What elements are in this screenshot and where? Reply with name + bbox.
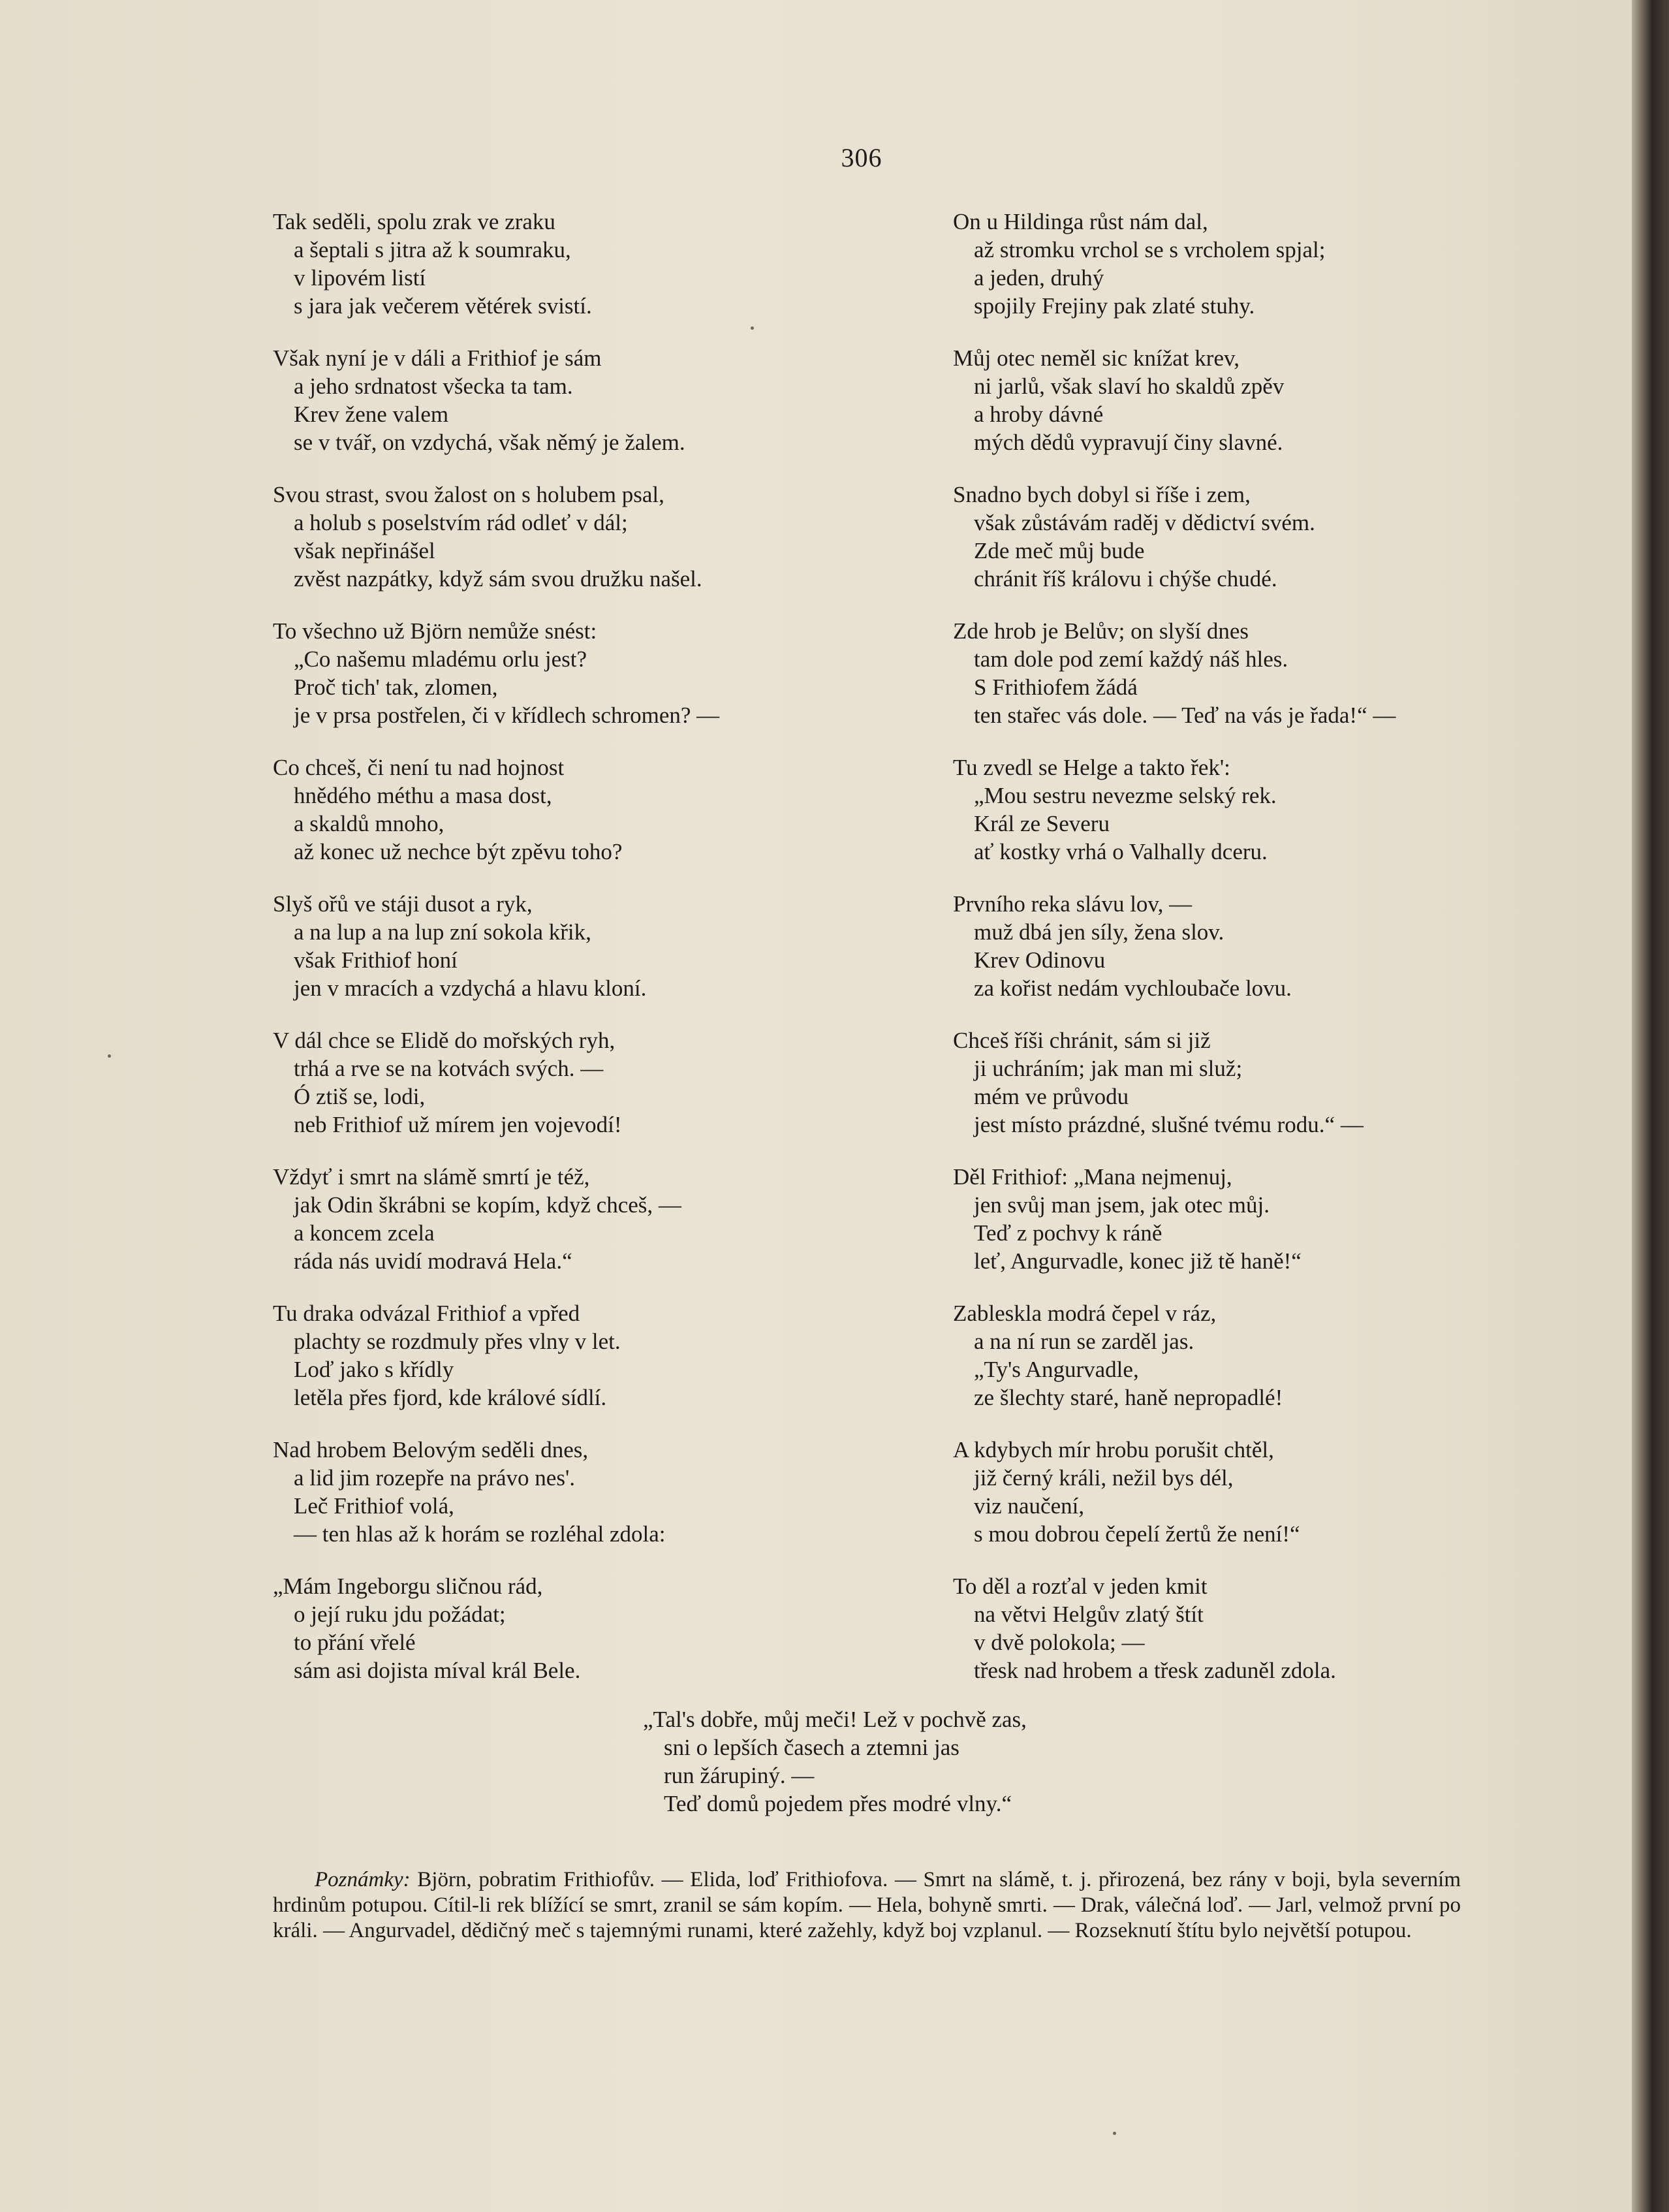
stanza-line: Teď domů pojedem přes modré vlny.“ <box>664 1791 1012 1816</box>
stanza-line: „Co našemu mladému orlu jest? <box>294 646 587 672</box>
poem-column-left <box>273 208 958 1709</box>
stanza-line: Tu zvedl se Helge a takto řek': <box>953 755 1230 780</box>
stanza-line: Tak seděli, spolu zrak ve zraku <box>273 209 555 234</box>
stanza-line: Krev Odinovu <box>974 947 1106 973</box>
stanza-line: letěla přes fjord, kde králové sídlí. <box>294 1385 607 1410</box>
stanza-line: tam dole pod zemí každý náš hles. <box>974 646 1288 672</box>
stanza-line: ten stařec vás dole. — Teď na vás je řada!“ — <box>974 703 1396 728</box>
stanza-line: viz naučení, <box>974 1493 1085 1519</box>
stanza-line: v lipovém listí <box>294 265 426 291</box>
poem-column-right <box>953 208 1638 1709</box>
stanza-line: a šeptali s jitra až k soumraku, <box>294 237 571 262</box>
stanza-line: spojily Frejiny pak zlaté stuhy. <box>974 293 1255 319</box>
stanza <box>273 208 958 344</box>
stanza-line: plachty se rozdmuly přes vlny v let. <box>294 1329 621 1354</box>
stanza-line: však Frithiof honí <box>294 947 458 973</box>
stanza-line: a na ní run se zarděl jas. <box>974 1329 1194 1354</box>
stanza-line: „Mou sestru nevezme selský rek. <box>974 783 1277 808</box>
paper-speck <box>1113 2132 1116 2135</box>
stanza-line: To všechno už Björn nemůže snést: <box>273 618 597 644</box>
stanza-line: Loď jako s křídly <box>294 1357 454 1382</box>
stanza <box>273 617 958 753</box>
stanza-line: a lid jim rozepře na právo nes'. <box>294 1465 576 1491</box>
stanza-line: v dvě polokola; — <box>974 1630 1145 1655</box>
stanza-line: S Frithiofem žádá <box>974 674 1138 700</box>
stanza-line: již černý králi, nežil bys dél, <box>974 1465 1234 1491</box>
stanza-line: a jeho srdnatost všecka ta tam. <box>294 373 573 399</box>
stanza-line: je v prsa postřelen, či v křídlech schromen? — <box>294 703 720 728</box>
stanza-line: trhá a rve se na kotvách svých. — <box>294 1056 604 1081</box>
stanza-line: a holub s poselstvím rád odleť v dál; <box>294 510 628 535</box>
stanza-line: se v tvář, on vzdychá, však němý je žalem. <box>294 430 685 455</box>
stanza <box>273 753 958 890</box>
stanza-line: Zde hrob je Belův; on slyší dnes <box>953 618 1249 644</box>
stanza-line: ráda nás uvidí modravá Hela.“ <box>294 1248 572 1274</box>
stanza-line: Leč Frithiof volá, <box>294 1493 454 1519</box>
stanza-line: mých dědů vypravují činy slavné. <box>974 430 1283 455</box>
stanza-line: na větvi Helgův zlatý štít <box>974 1602 1204 1627</box>
stanza-line: — ten hlas až k horám se rozléhal zdola: <box>294 1521 666 1547</box>
stanza-line: muž dbá jen síly, žena slov. <box>974 919 1224 945</box>
stanza-line: však nepřinášel <box>294 538 435 563</box>
stanza-line: leť, Angurvadle, konec již tě haně!“ <box>974 1248 1302 1274</box>
stanza-line: V dál chce se Elidě do mořských ryh, <box>273 1028 616 1053</box>
stanza <box>953 617 1638 753</box>
stanza <box>953 1163 1638 1299</box>
stanza-line: Tu draka odvázal Frithiof a vpřed <box>273 1301 580 1326</box>
footnotes <box>273 1867 1461 1944</box>
stanza-line: s mou dobrou čepelí žertů že není!“ <box>974 1521 1300 1547</box>
stanza-line: Zableskla modrá čepel v ráz, <box>953 1301 1217 1326</box>
stanza-line: Svou strast, svou žalost on s holubem psal, <box>273 482 664 507</box>
stanza-line: a koncem zcela <box>294 1220 435 1246</box>
stanza-line: On u Hildinga růst nám dal, <box>953 209 1208 234</box>
stanza <box>273 481 958 617</box>
stanza <box>953 1436 1638 1572</box>
stanza-line: však zůstávám raděj v dědictví svém. <box>974 510 1315 535</box>
stanza-line: Vždyť i smrt na slámě smrtí je též, <box>273 1164 590 1190</box>
stanza-line: Zde meč můj bude <box>974 538 1145 563</box>
stanza <box>273 1572 958 1709</box>
stanza-line: a jeden, druhý <box>974 265 1104 291</box>
stanza-line: Ó ztiš se, lodi, <box>294 1084 426 1109</box>
stanza-line: Snadno bych dobyl si říše i zem, <box>953 482 1251 507</box>
stanza-line: Slyš ořů ve stáji dusot a ryk, <box>273 891 533 917</box>
stanza <box>953 344 1638 481</box>
stanza-line: To děl a rozťal v jeden kmit <box>953 1573 1208 1599</box>
stanza-line: to přání vřelé <box>294 1630 416 1655</box>
stanza <box>953 1299 1638 1436</box>
stanza <box>273 1163 958 1299</box>
stanza-line: ji uchráním; jak man mi služ; <box>974 1056 1243 1081</box>
footnotes-label: Poznámky: <box>315 1868 411 1891</box>
stanza-line: jen svůj man jsem, jak otec můj. <box>974 1192 1270 1218</box>
stanza <box>273 1026 958 1163</box>
final-stanza <box>643 1705 1361 1818</box>
stanza-line: Král ze Severu <box>974 811 1110 836</box>
stanza-line: třesk nad hrobem a třesk zaduněl zdola. <box>974 1658 1336 1683</box>
paper-speck <box>751 326 754 330</box>
stanza-line: Krev žene valem <box>294 402 449 427</box>
stanza-line: Prvního reka slávu lov, — <box>953 891 1193 917</box>
book-spine-edge <box>1632 0 1669 2212</box>
stanza-line: „Tal's dobře, můj meči! Lež v pochvě zas, <box>643 1707 1027 1732</box>
stanza-line: až stromku vrchol se s vrcholem spjal; <box>974 237 1326 262</box>
stanza <box>273 344 958 481</box>
stanza-line: Proč tich' tak, zlomen, <box>294 674 498 700</box>
paper-speck <box>108 1054 111 1058</box>
stanza <box>953 1026 1638 1163</box>
stanza-line: ať kostky vrhá o Valhally dceru. <box>974 839 1268 864</box>
stanza-line: Co chceš, či není tu nad hojnost <box>273 755 565 780</box>
stanza-line: sni o lepších časech a ztemni jas <box>664 1735 959 1760</box>
stanza-line: ni jarlů, však slaví ho skaldů zpěv <box>974 373 1285 399</box>
stanza-line: jen v mracích a vzdychá a hlavu kloní. <box>294 975 647 1001</box>
stanza-line: neb Frithiof už mírem jen vojevodí! <box>294 1112 622 1137</box>
stanza-line: a hroby dávné <box>974 402 1104 427</box>
stanza-line: Nad hrobem Belovým seděli dnes, <box>273 1437 589 1462</box>
stanza-line: hnědého méthu a masa dost, <box>294 783 552 808</box>
page-number: 306 <box>841 143 882 172</box>
stanza-line: za kořist nedám vychloubače lovu. <box>974 975 1292 1001</box>
stanza-line: Můj otec neměl sic knížat krev, <box>953 345 1240 371</box>
stanza <box>273 1436 958 1572</box>
stanza-line: zvěst nazpátky, když sám svou družku našel. <box>294 566 702 592</box>
stanza-line: ze šlechty staré, haně nepropadlé! <box>974 1385 1283 1410</box>
stanza-line: Teď z pochvy k ráně <box>974 1220 1162 1246</box>
stanza-line: Chceš říši chránit, sám si již <box>953 1028 1211 1053</box>
stanza-line: a skaldů mnoho, <box>294 811 445 836</box>
stanza-line: „Ty's Angurvadle, <box>974 1357 1139 1382</box>
stanza-line: mém ve průvodu <box>974 1084 1129 1109</box>
stanza-line: Děl Frithiof: „Mana nejmenuj, <box>953 1164 1232 1190</box>
stanza-line: A kdybych mír hrobu porušit chtěl, <box>953 1437 1274 1462</box>
stanza <box>953 1572 1638 1709</box>
stanza <box>953 753 1638 890</box>
stanza-line: o její ruku jdu požádat; <box>294 1602 506 1627</box>
stanza <box>953 208 1638 344</box>
stanza <box>953 481 1638 617</box>
stanza-line: sám asi dojista míval král Bele. <box>294 1658 581 1683</box>
stanza-line: jak Odin škrábni se kopím, když chceš, — <box>294 1192 681 1218</box>
stanza-line: až konec už nechce být zpěvu toho? <box>294 839 623 864</box>
stanza <box>273 890 958 1026</box>
stanza <box>953 890 1638 1026</box>
stanza-line: run žárupiný. — <box>664 1763 815 1788</box>
stanza-line: Však nyní je v dáli a Frithiof je sám <box>273 345 602 371</box>
stanza <box>273 1299 958 1436</box>
stanza-line: chránit říš královu i chýše chudé. <box>974 566 1277 592</box>
footnotes-text: Björn, pobratim Frithiofův. — Elida, loď Frithiofova. — Smrt na slámě, t. j. přirozená, bez rány v boji, byla severním hrdinům potupou. Cítil-li rek blížící se smrt, zranil se sám kopím. — Hela, bohyně smrti. — Drak, válečná loď. — Jarl, velmož první po králi. — Angurvadel, dědičný meč s tajemnými runami, které zažehly, když boj vzplanul. — Rozseknutí štítu bylo největší potupou. <box>273 1868 1461 1942</box>
stanza-line: s jara jak večerem větérek svistí. <box>294 293 592 319</box>
stanza-line: „Mám Ingeborgu sličnou rád, <box>273 1573 543 1599</box>
stanza-line: jest místo prázdné, slušné tvému rodu.“ — <box>974 1112 1364 1137</box>
stanza-line: a na lup a na lup zní sokola křik, <box>294 919 591 945</box>
